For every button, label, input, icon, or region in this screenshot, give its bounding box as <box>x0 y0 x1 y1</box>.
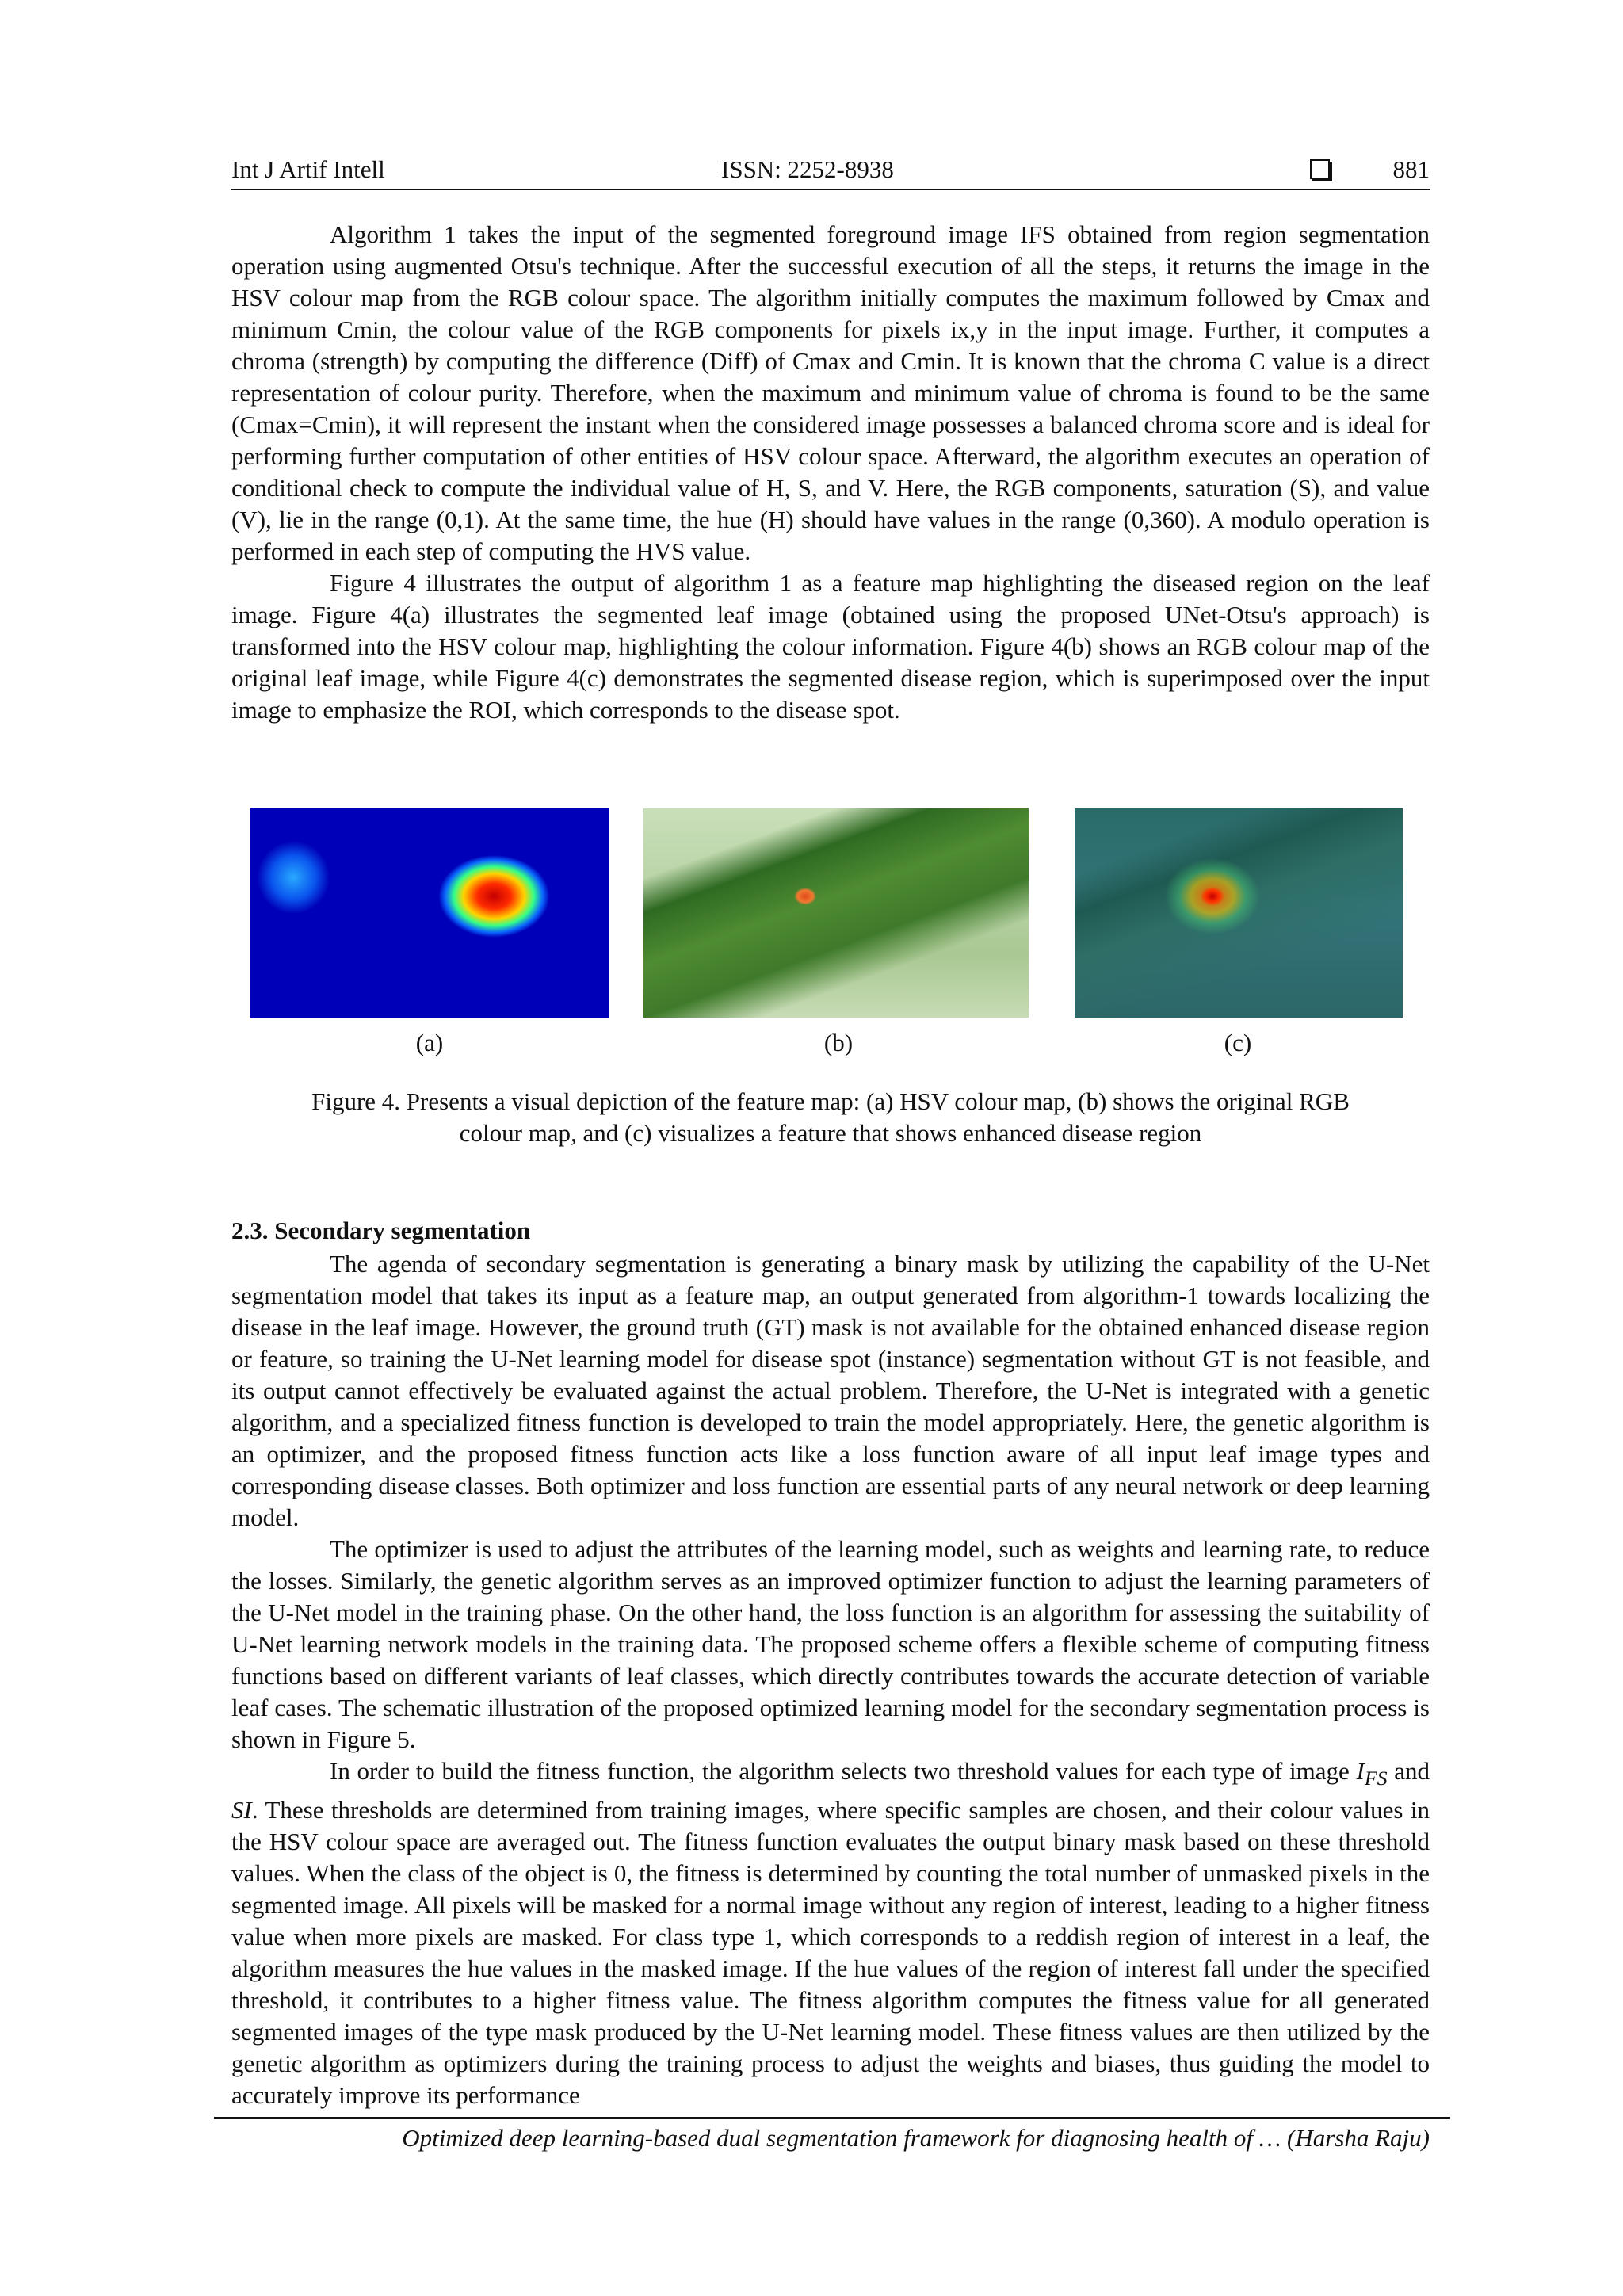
caption-line-2: colour map, and (c) visualizes a feature that shows enhanced disease region <box>459 1119 1202 1147</box>
math-var-ifs: $I_{FS}$ <box>1356 1757 1388 1790</box>
paragraph-algorithm-1: Algorithm 1 takes the input of the segmented foreground image IFS obtained from region segmentation operation using augmented Otsu's technique. After the successful execution of all the steps, it returns the image in the HSV colour map from the RGB colour space. The algorithm initially computes the maximum followed by Cmax and minimum Cmin, the colour value of the RGB components for pixels ix,y in the input image. Further, it computes a chroma (strength) by computing the difference (Diff) of Cmax and Cmin. It is known that the chroma C value is a direct representation of colour purity. Therefore, when the maximum and minimum value of chroma is found to be the same (Cmax=Cmin), it will represent the instant when the considered image possesses a balanced chroma score and is ideal for performing further computation of other entities of HSV colour space. Afterward, the algorithm executes an operation of conditional check to compute the individual value of H, S, and V. Here, the RGB components, saturation (S), and value (V), lie in the range (0,1). At the same time, the hue (H) should have values in the range (0,360). A modulo operation is performed in each step of computing the HVS value. <box>231 220 1430 565</box>
checkbox-square-icon <box>1310 159 1330 179</box>
body-text-top <box>231 219 1430 726</box>
issn: ISSN: 2252-8938 <box>721 155 894 183</box>
fitness-text-and: and <box>1387 1757 1430 1785</box>
body-text-bottom <box>231 1248 1430 2111</box>
hsv-colour-map-image <box>250 808 609 1018</box>
figure-4 <box>0 808 1623 1056</box>
figure-4-caption <box>231 1086 1430 1149</box>
math-var-si: SI <box>231 1796 252 1824</box>
fitness-text-rest: . These thresholds are determined from training images, where specific samples are chosen, and their colour values in the HSV colour space are averaged out. The fitness function evaluates the output binary mask based on these threshold values. When the class of the object is 0, the fitness is determined by counting the total number of unmasked pixels in the segmented image. All pixels will be masked for a normal image without any region of interest, leading to a higher fitness value when more pixels are masked. For class type 1, which corresponds to a reddish region of interest in a leaf, the algorithm measures the hue values in the masked image. If the hue values of the region of interest fall under the specified threshold, it contributes to a higher fitness value. The fitness algorithm computes the fitness value for all generated segmented images of the type mask produced by the U-Net learning model. These fitness values are then utilized by the genetic algorithm as optimizers during the training process to adjust the weights and biases, thus guiding the model to accurately improve its performance <box>231 1796 1430 2110</box>
math-subscript-fs: FS <box>1364 1767 1388 1790</box>
enhanced-disease-region-image <box>1075 808 1403 1018</box>
caption-line-1: Figure 4. Presents a visual depiction of the feature map: (a) HSV colour map, (b) shows the original RGB <box>311 1087 1350 1115</box>
section-heading: 2.3. Secondary segmentation <box>231 1217 531 1244</box>
paragraph-figure-4-description: Figure 4 illustrates the output of algorithm 1 as a feature map highlighting the diseased region on the leaf image. Figure 4(a) illustrates the segmented leaf image (obtained using the proposed UNet-Otsu's approach) is transformed into the HSV colour map, highlighting the colour information. Figure 4(b) shows an RGB colour map of the original leaf image, while Figure 4(c) demonstrates the segmented disease region, which is superimposed over the input image to emphasize the ROI, which corresponds to the disease spot. <box>231 569 1430 724</box>
footer-rule <box>214 2117 1450 2119</box>
subfigure-label-a: (a) <box>415 1029 444 1056</box>
subfigure-label-c: (c) <box>1224 1029 1252 1056</box>
journal-name: Int J Artif Intell <box>231 155 385 183</box>
header-rule <box>231 189 1430 190</box>
fitness-text-start: In order to build the fitness function, the algorithm selects two threshold values for each type of image <box>330 1757 1350 1785</box>
running-header <box>231 155 1430 190</box>
running-footer: Optimized deep learning-based dual segmentation framework for diagnosing health of … (Harsha Raju) <box>402 2124 1430 2152</box>
subfigure-label-b: (b) <box>823 1029 854 1056</box>
page-number: 881 <box>1392 155 1430 183</box>
paragraph-optimizer: The optimizer is used to adjust the attributes of the learning model, such as weights and learning rate, to reduce the losses. Similarly, the genetic algorithm serves as an improved optimizer function to adjust the learning parameters of the U-Net model in the training phase. On the other hand, the loss function is an algorithm for assessing the suitability of U-Net learning network models in the training data. The proposed scheme offers a flexible scheme of computing fitness functions based on different variants of leaf classes, which directly contributes towards the accurate detection of variable leaf cases. The schematic illustration of the proposed optimized learning model for the secondary segmentation process is shown in Figure 5. <box>231 1535 1430 1753</box>
original-rgb-leaf-image <box>643 808 1029 1018</box>
paragraph-fitness-function <box>231 1755 1430 2111</box>
paragraph-secondary-segmentation: The agenda of secondary segmentation is generating a binary mask by utilizing the capability of the U-Net segmentation model that takes its input as a feature map, an output generated from algorithm-1 towards localizing the disease in the leaf image. However, the ground truth (GT) mask is not available for the obtained enhanced disease region or feature, so training the U-Net learning model for disease spot (instance) segmentation without GT is not feasible, and its output cannot effectively be evaluated against the actual problem. Therefore, the U-Net is integrated with a genetic algorithm, and a specialized fitness function is developed to train the model appropriately. Here, the genetic algorithm is an optimizer, and the proposed fitness function acts like a loss function aware of all input leaf image types and corresponding disease classes. Both optimizer and loss function are essential parts of any neural network or deep learning model. <box>231 1250 1430 1531</box>
